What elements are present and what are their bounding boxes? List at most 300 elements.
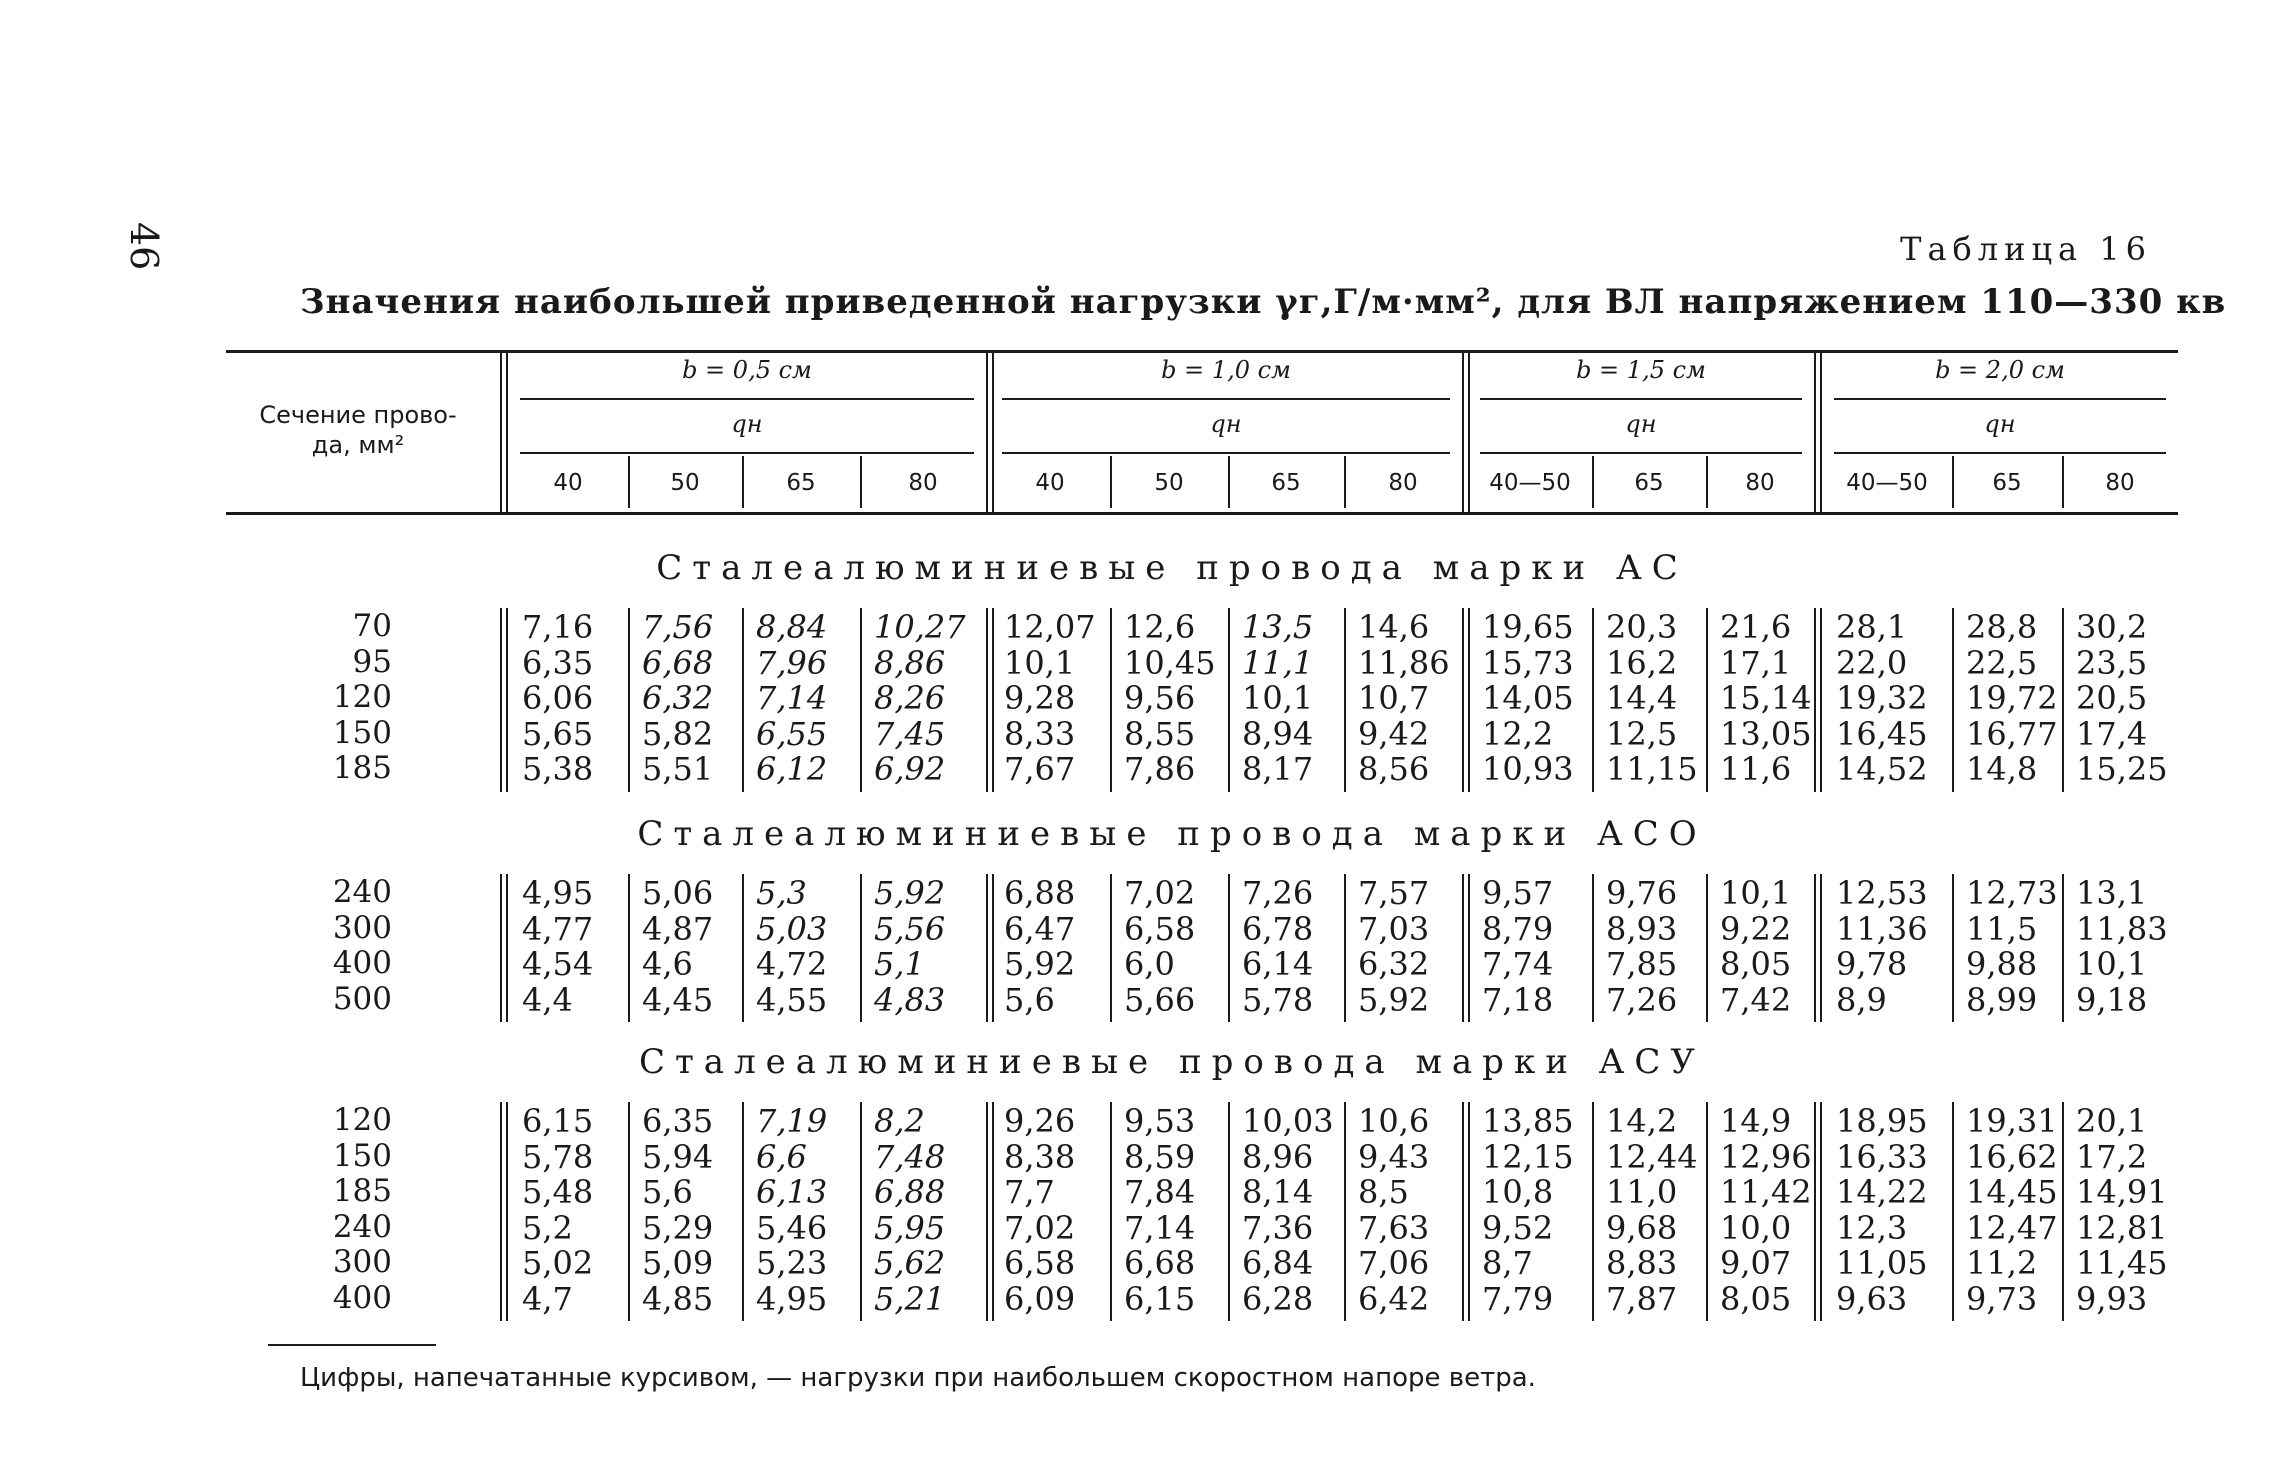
table-cell: 4,45 bbox=[642, 980, 714, 1019]
table-cell: 5,23 bbox=[756, 1244, 828, 1282]
table-cell: 5,82 bbox=[642, 714, 714, 753]
table-cell: 7,84 bbox=[1124, 1173, 1196, 1211]
table-cell: 6,58 bbox=[1124, 909, 1196, 948]
table-cell: 9,18 bbox=[2076, 980, 2148, 1019]
table-cell: 17,4 bbox=[2076, 714, 2148, 753]
column-header: 40—50 bbox=[1846, 470, 1928, 496]
table-cell: 8,93 bbox=[1606, 909, 1678, 948]
table-cell: 7,79 bbox=[1482, 1279, 1554, 1318]
table-cell: 9,52 bbox=[1482, 1208, 1554, 1247]
table-cell: 9,76 bbox=[1606, 874, 1678, 912]
table-cell: 12,6 bbox=[1124, 608, 1196, 646]
table-cell: 7,03 bbox=[1358, 909, 1430, 948]
table-cell: 8,38 bbox=[1004, 1137, 1076, 1176]
table-cell: 4,77 bbox=[522, 909, 594, 948]
table-cell: 17,1 bbox=[1720, 643, 1792, 682]
wire-section: 400 bbox=[332, 1279, 392, 1316]
table-cell: 5,94 bbox=[642, 1137, 714, 1176]
group-divider bbox=[506, 608, 508, 792]
table-cell: 5,6 bbox=[1004, 980, 1055, 1019]
table-cell: 10,0 bbox=[1720, 1208, 1792, 1247]
table-cell: 10,6 bbox=[1358, 1102, 1430, 1140]
column-divider bbox=[1110, 874, 1112, 1022]
table-cell: 10,8 bbox=[1482, 1173, 1554, 1211]
group-divider bbox=[1462, 1102, 1464, 1321]
group-divider bbox=[1462, 874, 1464, 1022]
wind-pressure-header: qн bbox=[1625, 410, 1657, 438]
table-cell: 10,03 bbox=[1242, 1102, 1334, 1140]
table-cell: 6,42 bbox=[1358, 1279, 1430, 1318]
table-cell: 14,2 bbox=[1606, 1102, 1678, 1140]
table-cell: 11,1 bbox=[1242, 643, 1314, 682]
table-cell: 13,1 bbox=[2076, 874, 2148, 912]
wind-group-header: b = 1,0 см bbox=[1161, 356, 1291, 384]
table-cell: 5,78 bbox=[1242, 980, 1314, 1019]
column-divider bbox=[1706, 608, 1708, 792]
column-divider bbox=[1228, 874, 1230, 1022]
table-top-rule bbox=[226, 350, 2178, 353]
group-divider bbox=[1820, 608, 1822, 792]
column-divider bbox=[628, 874, 630, 1022]
wire-section: 150 bbox=[332, 1137, 392, 1174]
table-cell: 5,2 bbox=[522, 1208, 573, 1247]
table-cell: 20,5 bbox=[2076, 679, 2148, 717]
table-cell: 8,55 bbox=[1124, 714, 1196, 753]
header-subrule bbox=[1480, 452, 1802, 454]
column-divider bbox=[1592, 456, 1594, 508]
table-cell: 8,59 bbox=[1124, 1137, 1196, 1176]
header-subrule bbox=[1834, 398, 2166, 400]
group-divider bbox=[992, 874, 994, 1022]
table-cell: 6,88 bbox=[1004, 874, 1076, 912]
table-cell: 7,19 bbox=[756, 1102, 828, 1140]
table-cell: 5,6 bbox=[642, 1173, 693, 1211]
table-cell: 6,68 bbox=[1124, 1244, 1196, 1282]
header-subrule bbox=[1834, 452, 2166, 454]
table-cell: 5,92 bbox=[1358, 980, 1430, 1019]
group-divider bbox=[500, 352, 502, 514]
row-header-label: Сечение прово- да, мм² bbox=[259, 401, 457, 459]
table-cell: 19,65 bbox=[1482, 608, 1574, 646]
table-cell: 12,15 bbox=[1482, 1137, 1574, 1176]
group-divider bbox=[1820, 874, 1822, 1022]
table-cell: 11,86 bbox=[1358, 643, 1450, 682]
wire-section: 185 bbox=[332, 750, 392, 786]
table-cell: 5,09 bbox=[642, 1244, 714, 1282]
table-cell: 6,35 bbox=[642, 1102, 714, 1140]
wire-section: 400 bbox=[332, 945, 392, 981]
column-divider bbox=[860, 874, 862, 1022]
table-cell: 5,56 bbox=[874, 909, 946, 948]
table-cell: 6,06 bbox=[522, 679, 594, 717]
table-cell: 14,4 bbox=[1606, 679, 1678, 717]
table-cell: 9,53 bbox=[1124, 1102, 1196, 1140]
footnote-divider bbox=[268, 1344, 436, 1346]
table-cell: 8,79 bbox=[1482, 909, 1554, 948]
table-cell: 16,33 bbox=[1836, 1137, 1928, 1176]
table-cell: 6,32 bbox=[1358, 945, 1430, 983]
table-cell: 7,14 bbox=[756, 679, 828, 717]
column-header: 65 bbox=[1271, 470, 1301, 496]
table-cell: 20,1 bbox=[2076, 1102, 2148, 1140]
column-divider bbox=[1952, 456, 1954, 508]
table-cell: 18,95 bbox=[1836, 1102, 1928, 1140]
column-header: 40—50 bbox=[1489, 470, 1571, 496]
column-divider bbox=[742, 456, 744, 508]
table-cell: 14,6 bbox=[1358, 608, 1430, 646]
table-cell: 7,26 bbox=[1242, 874, 1314, 912]
group-divider bbox=[986, 608, 988, 792]
column-divider bbox=[860, 608, 862, 792]
table-label: Таблица 16 bbox=[1900, 230, 2152, 268]
table-cell: 10,93 bbox=[1482, 750, 1574, 788]
wind-group-header: b = 2,0 см bbox=[1935, 356, 2065, 384]
table-cell: 9,43 bbox=[1358, 1137, 1430, 1176]
table-cell: 4,95 bbox=[522, 874, 594, 912]
table-cell: 8,5 bbox=[1358, 1173, 1409, 1211]
table-cell: 16,62 bbox=[1966, 1137, 2058, 1176]
table-cell: 9,57 bbox=[1482, 874, 1554, 912]
table-cell: 5,51 bbox=[642, 750, 714, 788]
table-cell: 9,28 bbox=[1004, 679, 1076, 717]
table-cell: 8,99 bbox=[1966, 980, 2038, 1019]
table-cell: 14,22 bbox=[1836, 1173, 1928, 1211]
table-cell: 28,1 bbox=[1836, 608, 1908, 646]
table-cell: 16,45 bbox=[1836, 714, 1928, 753]
table-cell: 9,56 bbox=[1124, 679, 1196, 717]
table-cell: 7,57 bbox=[1358, 874, 1430, 912]
header-subrule bbox=[1002, 452, 1450, 454]
table-cell: 5,3 bbox=[756, 874, 807, 912]
wire-section: 300 bbox=[332, 909, 392, 946]
table-cell: 4,54 bbox=[522, 945, 594, 983]
header-subrule bbox=[520, 452, 974, 454]
page-number: 46 bbox=[122, 222, 166, 271]
table-cell: 30,2 bbox=[2076, 608, 2148, 646]
group-divider bbox=[992, 608, 994, 792]
wire-section: 500 bbox=[332, 980, 392, 1017]
column-divider bbox=[1110, 1102, 1112, 1321]
table-cell: 12,53 bbox=[1836, 874, 1928, 912]
column-divider bbox=[2062, 456, 2064, 508]
group-divider bbox=[500, 874, 502, 1022]
column-divider bbox=[1952, 608, 1954, 792]
table-cell: 22,0 bbox=[1836, 643, 1908, 682]
column-divider bbox=[1952, 874, 1954, 1022]
group-divider bbox=[1814, 352, 1816, 514]
column-divider bbox=[2062, 874, 2064, 1022]
table-cell: 9,73 bbox=[1966, 1279, 2038, 1318]
table-cell: 10,1 bbox=[1242, 679, 1314, 717]
header-subrule bbox=[1002, 398, 1450, 400]
wire-section: 120 bbox=[332, 1102, 392, 1138]
table-cell: 11,36 bbox=[1836, 909, 1928, 948]
table-cell: 12,47 bbox=[1966, 1208, 2058, 1247]
group-divider bbox=[1468, 874, 1470, 1022]
column-divider bbox=[1952, 1102, 1954, 1321]
table-cell: 7,26 bbox=[1606, 980, 1678, 1019]
table-cell: 8,56 bbox=[1358, 750, 1430, 788]
table-cell: 6,32 bbox=[642, 679, 714, 717]
table-cell: 14,45 bbox=[1966, 1173, 2058, 1211]
table-cell: 7,14 bbox=[1124, 1208, 1196, 1247]
table-cell: 8,84 bbox=[756, 608, 828, 646]
table-cell: 4,6 bbox=[642, 945, 693, 983]
table-cell: 6,13 bbox=[756, 1173, 828, 1211]
group-divider bbox=[1462, 608, 1464, 792]
table-cell: 10,27 bbox=[874, 608, 966, 646]
table-cell: 12,81 bbox=[2076, 1208, 2168, 1247]
table-cell: 5,29 bbox=[642, 1208, 714, 1247]
table-cell: 8,05 bbox=[1720, 945, 1792, 983]
column-divider bbox=[1344, 874, 1346, 1022]
table-cell: 10,1 bbox=[2076, 945, 2148, 983]
table-cell: 20,3 bbox=[1606, 608, 1678, 646]
table-cell: 7,56 bbox=[642, 608, 714, 646]
table-cell: 7,48 bbox=[874, 1137, 946, 1176]
table-cell: 7,96 bbox=[756, 643, 828, 682]
wire-section: 240 bbox=[332, 1208, 392, 1245]
column-divider bbox=[628, 456, 630, 508]
table-cell: 12,07 bbox=[1004, 608, 1096, 646]
table-cell: 7,36 bbox=[1242, 1208, 1314, 1247]
table-cell: 22,5 bbox=[1966, 643, 2038, 682]
column-header: 80 bbox=[908, 470, 938, 496]
table-cell: 4,85 bbox=[642, 1279, 714, 1318]
table-cell: 12,2 bbox=[1482, 714, 1554, 753]
table-cell: 10,45 bbox=[1124, 643, 1216, 682]
group-divider bbox=[500, 608, 502, 792]
column-divider bbox=[628, 608, 630, 792]
table-cell: 9,63 bbox=[1836, 1279, 1908, 1318]
column-divider bbox=[1592, 874, 1594, 1022]
table-cell: 13,85 bbox=[1482, 1102, 1574, 1140]
column-header: 50 bbox=[1154, 470, 1184, 496]
table-cell: 5,1 bbox=[874, 945, 925, 983]
column-divider bbox=[2062, 1102, 2064, 1321]
table-cell: 7,06 bbox=[1358, 1244, 1430, 1282]
column-divider bbox=[1344, 456, 1346, 508]
table-cell: 6,15 bbox=[1124, 1279, 1196, 1318]
table-cell: 4,55 bbox=[756, 980, 828, 1019]
table-cell: 6,35 bbox=[522, 643, 594, 682]
table-cell: 5,65 bbox=[522, 714, 594, 753]
column-header: 80 bbox=[1388, 470, 1418, 496]
table-cell: 4,72 bbox=[756, 945, 828, 983]
table-cell: 16,77 bbox=[1966, 714, 2058, 753]
table-cell: 9,26 bbox=[1004, 1102, 1076, 1140]
column-divider bbox=[742, 608, 744, 792]
header-subrule bbox=[520, 398, 974, 400]
column-divider bbox=[1344, 1102, 1346, 1321]
table-cell: 19,72 bbox=[1966, 679, 2058, 717]
table-cell: 23,5 bbox=[2076, 643, 2148, 682]
table-cell: 5,38 bbox=[522, 750, 594, 788]
table-cell: 9,07 bbox=[1720, 1244, 1792, 1282]
table-cell: 12,44 bbox=[1606, 1137, 1698, 1176]
table-cell: 6,88 bbox=[874, 1173, 946, 1211]
table-cell: 11,2 bbox=[1966, 1244, 2038, 1282]
table-cell: 8,2 bbox=[874, 1102, 925, 1140]
column-header: 65 bbox=[1634, 470, 1664, 496]
table-cell: 11,15 bbox=[1606, 750, 1698, 788]
table-cell: 8,33 bbox=[1004, 714, 1076, 753]
column-header: 50 bbox=[670, 470, 700, 496]
wire-section: 70 bbox=[352, 608, 392, 644]
table-cell: 16,2 bbox=[1606, 643, 1678, 682]
column-divider bbox=[1706, 874, 1708, 1022]
column-divider bbox=[628, 1102, 630, 1321]
table-cell: 15,73 bbox=[1482, 643, 1574, 682]
column-divider bbox=[1592, 608, 1594, 792]
table-cell: 11,5 bbox=[1966, 909, 2038, 948]
column-divider bbox=[742, 1102, 744, 1321]
table-cell: 4,95 bbox=[756, 1279, 828, 1318]
table-cell: 19,31 bbox=[1966, 1102, 2058, 1140]
table-cell: 8,17 bbox=[1242, 750, 1314, 788]
table-cell: 5,03 bbox=[756, 909, 828, 948]
wire-section: 185 bbox=[332, 1173, 392, 1209]
table-cell: 8,7 bbox=[1482, 1244, 1533, 1282]
column-divider bbox=[860, 456, 862, 508]
table-cell: 11,83 bbox=[2076, 909, 2168, 948]
table-cell: 10,1 bbox=[1004, 643, 1076, 682]
section-title: Сталеалюминиевые провода марки АСО bbox=[637, 814, 1707, 854]
table-cell: 5,78 bbox=[522, 1137, 594, 1176]
table-cell: 7,18 bbox=[1482, 980, 1554, 1019]
group-divider bbox=[1814, 874, 1816, 1022]
table-cell: 7,45 bbox=[874, 714, 946, 753]
column-header: 65 bbox=[1992, 470, 2022, 496]
group-divider bbox=[986, 874, 988, 1022]
column-divider bbox=[742, 874, 744, 1022]
header-subrule bbox=[1480, 398, 1802, 400]
column-divider bbox=[1592, 1102, 1594, 1321]
table-cell: 6,92 bbox=[874, 750, 946, 788]
table-cell: 6,0 bbox=[1124, 945, 1175, 983]
table-cell: 8,96 bbox=[1242, 1137, 1314, 1176]
table-cell: 14,8 bbox=[1966, 750, 2038, 788]
table-cell: 14,05 bbox=[1482, 679, 1574, 717]
table-cell: 7,85 bbox=[1606, 945, 1678, 983]
table-cell: 4,4 bbox=[522, 980, 573, 1019]
table-cell: 15,25 bbox=[2076, 750, 2168, 788]
table-cell: 7,02 bbox=[1004, 1208, 1076, 1247]
table-cell: 7,42 bbox=[1720, 980, 1792, 1019]
section-title: Сталеалюминиевые провода марки АС bbox=[656, 548, 1688, 588]
table-cell: 7,16 bbox=[522, 608, 594, 646]
group-divider bbox=[1814, 608, 1816, 792]
table-cell: 6,6 bbox=[756, 1137, 807, 1176]
table-cell: 9,68 bbox=[1606, 1208, 1678, 1247]
wire-section: 300 bbox=[332, 1244, 392, 1280]
table-cell: 8,83 bbox=[1606, 1244, 1678, 1282]
table-cell: 5,92 bbox=[874, 874, 946, 912]
table-cell: 8,9 bbox=[1836, 980, 1887, 1019]
table-cell: 11,42 bbox=[1720, 1173, 1812, 1211]
table-cell: 14,91 bbox=[2076, 1173, 2168, 1211]
table-cell: 10,1 bbox=[1720, 874, 1792, 912]
column-divider bbox=[1228, 608, 1230, 792]
table-cell: 6,78 bbox=[1242, 909, 1314, 948]
table-cell: 7,63 bbox=[1358, 1208, 1430, 1247]
table-cell: 11,0 bbox=[1606, 1173, 1678, 1211]
wire-section: 120 bbox=[332, 679, 392, 715]
table-cell: 17,2 bbox=[2076, 1137, 2148, 1176]
table-cell: 6,12 bbox=[756, 750, 828, 788]
wind-pressure-header: qн bbox=[731, 410, 763, 438]
table-cell: 5,46 bbox=[756, 1208, 828, 1247]
column-divider bbox=[1228, 456, 1230, 508]
column-divider bbox=[1706, 1102, 1708, 1321]
table-cell: 5,02 bbox=[522, 1244, 594, 1282]
table-cell: 7,87 bbox=[1606, 1279, 1678, 1318]
table-cell: 6,55 bbox=[756, 714, 828, 753]
table-cell: 5,48 bbox=[522, 1173, 594, 1211]
group-divider bbox=[1468, 608, 1470, 792]
group-divider bbox=[992, 1102, 994, 1321]
wire-section: 95 bbox=[352, 643, 392, 680]
table-cell: 11,6 bbox=[1720, 750, 1792, 788]
table-cell: 6,28 bbox=[1242, 1279, 1314, 1318]
table-cell: 12,96 bbox=[1720, 1137, 1812, 1176]
table-cell: 5,62 bbox=[874, 1244, 946, 1282]
table-cell: 11,05 bbox=[1836, 1244, 1928, 1282]
column-header: 40 bbox=[553, 470, 583, 496]
table-cell: 7,02 bbox=[1124, 874, 1196, 912]
table-cell: 9,42 bbox=[1358, 714, 1430, 753]
wire-section: 150 bbox=[332, 714, 392, 751]
group-divider bbox=[1814, 1102, 1816, 1321]
table-cell: 7,74 bbox=[1482, 945, 1554, 983]
table-cell: 10,7 bbox=[1358, 679, 1430, 717]
group-divider bbox=[1820, 1102, 1822, 1321]
footnote: Цифры, напечатанные курсивом, — нагрузки при наибольшем скоростном напоре ветра. bbox=[300, 1363, 1536, 1393]
column-divider bbox=[1228, 1102, 1230, 1321]
table-cell: 12,5 bbox=[1606, 714, 1678, 753]
table-cell: 13,05 bbox=[1720, 714, 1812, 753]
table-cell: 4,83 bbox=[874, 980, 946, 1019]
table-cell: 4,87 bbox=[642, 909, 714, 948]
table-cell: 6,15 bbox=[522, 1102, 594, 1140]
table-cell: 13,5 bbox=[1242, 608, 1314, 646]
table-cell: 4,7 bbox=[522, 1279, 573, 1318]
table-cell: 8,14 bbox=[1242, 1173, 1314, 1211]
wind-pressure-header: qн bbox=[1984, 410, 2016, 438]
column-divider bbox=[860, 1102, 862, 1321]
group-divider bbox=[506, 1102, 508, 1321]
section-title: Сталеалюминиевые провода марки АСУ bbox=[638, 1042, 1706, 1082]
group-divider bbox=[1468, 1102, 1470, 1321]
group-divider bbox=[500, 1102, 502, 1321]
table-cell: 6,09 bbox=[1004, 1279, 1076, 1318]
group-divider bbox=[986, 352, 988, 514]
table-cell: 28,8 bbox=[1966, 608, 2038, 646]
table-cell: 9,93 bbox=[2076, 1279, 2148, 1318]
wire-section: 240 bbox=[332, 874, 392, 910]
table-cell: 8,26 bbox=[874, 679, 946, 717]
table-cell: 7,86 bbox=[1124, 750, 1196, 788]
table-cell: 9,22 bbox=[1720, 909, 1792, 948]
wind-group-header: b = 0,5 см bbox=[682, 356, 812, 384]
table-cell: 15,14 bbox=[1720, 679, 1812, 717]
table-cell: 8,94 bbox=[1242, 714, 1314, 753]
table-cell: 6,84 bbox=[1242, 1244, 1314, 1282]
table-cell: 5,66 bbox=[1124, 980, 1196, 1019]
table-cell: 9,88 bbox=[1966, 945, 2038, 983]
group-divider bbox=[986, 1102, 988, 1321]
group-divider bbox=[506, 874, 508, 1022]
